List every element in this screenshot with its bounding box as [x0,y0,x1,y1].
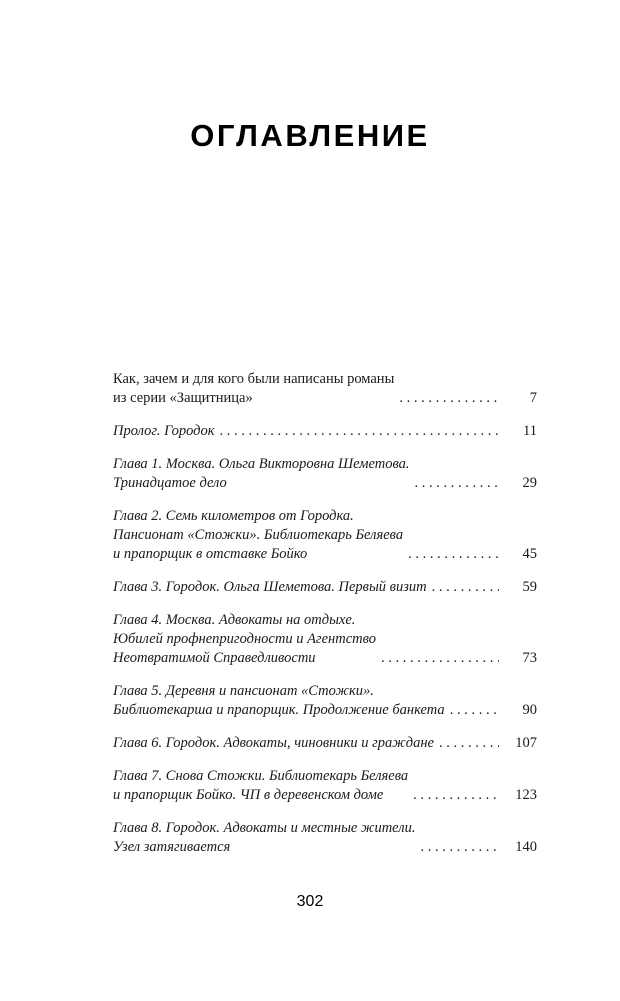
toc-entry-label [113,819,415,857]
toc-entry-label [113,455,410,493]
toc-entry-line: Пансионат «Стожки». Библиотекарь Беляева [113,527,404,543]
toc-entry-label [113,507,403,564]
toc-entry-line: Глава 5. Деревня и пансионат «Стожки». [113,683,374,699]
toc-entry-label [113,767,408,805]
toc-entry-line: Глава 1. Москва. Ольга Викторовна Шеметова. [113,456,410,472]
toc-entry[interactable] [113,422,537,441]
toc-entry-page-number: 7 [529,390,537,406]
toc-leader-dots [408,548,499,562]
table-of-contents [113,370,537,871]
toc-entry-label [113,682,445,720]
toc-entry-page-number: 90 [522,702,537,718]
toc-entry-label [113,422,215,441]
toc-entry-line: Глава 7. Снова Стожки. Библиотекарь Беляева [113,768,409,784]
toc-entry[interactable] [113,455,537,493]
toc-entry[interactable] [113,370,537,408]
toc-entry-line: Библиотекарша и прапорщик. Продолжение банкета [113,702,445,718]
toc-entry-page-number: 140 [515,839,537,855]
toc-entry-label [113,611,376,668]
toc-entry-label [113,734,434,753]
toc-leader-dots [399,392,499,406]
toc-entry-label [113,370,394,408]
toc-leader-dots [432,581,499,595]
toc-entry-page-number: 59 [522,579,537,595]
toc-entry[interactable] [113,734,537,753]
toc-entry-page-number: 11 [523,423,537,439]
toc-entry-page-number: 107 [515,735,537,751]
toc-entry-page-number: 29 [522,475,537,491]
toc-entry-line: Пролог. Городок [113,423,215,439]
toc-leader-dots [220,425,500,439]
page-number-folio: 302 [296,893,324,910]
toc-entry[interactable] [113,682,537,720]
toc-entry-line: Глава 6. Городок. Адвокаты, чиновники и граждане [113,735,434,751]
toc-entry-page-number: 73 [522,650,537,666]
toc-entry-line: Глава 3. Городок. Ольга Шеметова. Первый визит [113,579,427,595]
toc-entry-page-number: 123 [515,787,537,803]
toc-leader-dots [413,789,499,803]
toc-leader-dots [381,652,499,666]
toc-leader-dots [439,737,499,751]
toc-entry-line: Юбилей профнепригодности и Агентство [113,631,376,647]
page-title: ОГЛАВЛЕНИЕ [190,118,430,153]
toc-entry-line: Глава 8. Городок. Адвокаты и местные жители. [113,820,416,836]
toc-entry-line: и прапорщик Бойко. ЧП в деревенском доме [113,787,384,803]
toc-leader-dots [415,477,499,491]
toc-leader-dots [420,841,499,855]
toc-entry-line: Тринадцатое дело [113,475,227,491]
toc-entry[interactable] [113,611,537,668]
toc-entry[interactable] [113,507,537,564]
toc-entry-line: Узел затягивается [113,839,231,855]
toc-entry-page-number: 45 [522,546,537,562]
toc-entry-line: Глава 2. Семь километров от Городка. [113,508,354,524]
toc-entry-line: Как, зачем и для кого были написаны романы [113,371,395,387]
toc-entry[interactable] [113,819,537,857]
toc-entry-label [113,578,427,597]
toc-entry[interactable] [113,767,537,805]
toc-leader-dots [450,704,499,718]
toc-entry-line: и прапорщик в отставке Бойко [113,546,308,562]
toc-entry-line: Неотвратимой Справедливости [113,650,316,666]
toc-entry-line: Глава 4. Москва. Адвокаты на отдыхе. [113,612,356,628]
toc-entry[interactable] [113,578,537,597]
toc-entry-line: из серии «Защитница» [113,390,253,406]
